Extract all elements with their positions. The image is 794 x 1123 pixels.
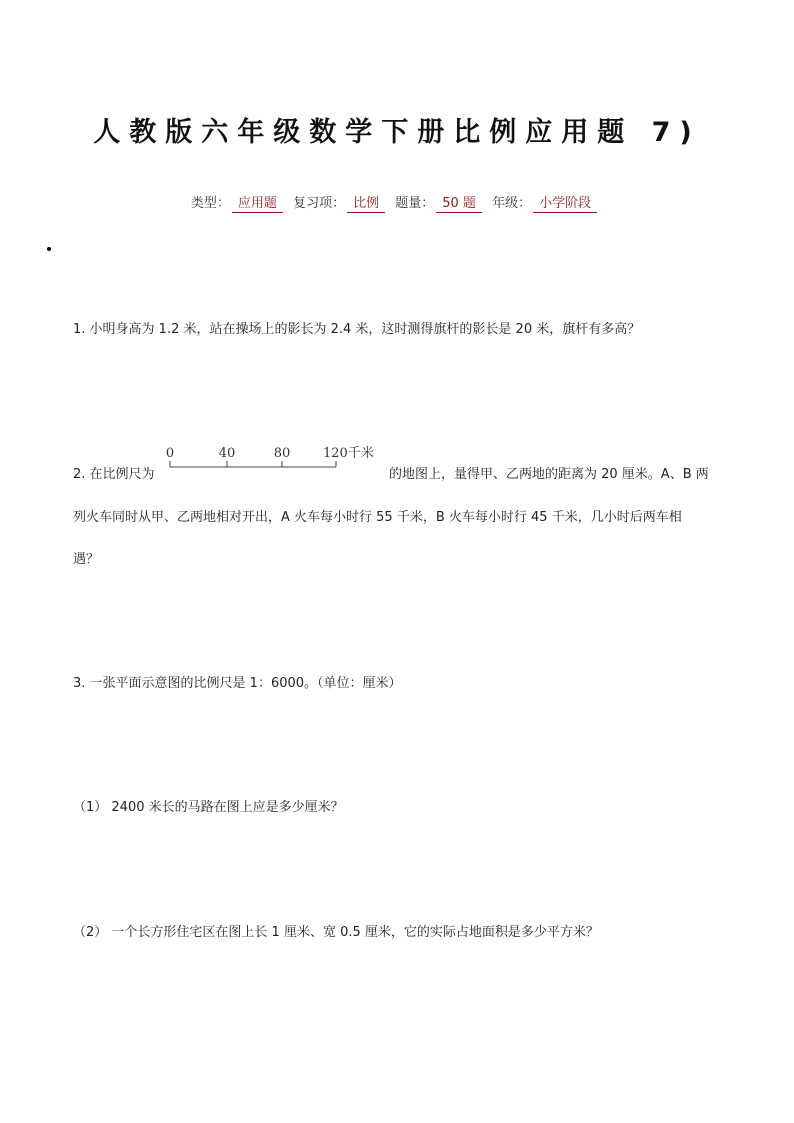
type-label: 类型： [190,196,230,211]
scale-label-120: 120千米 [323,446,374,461]
question-3: 3. 一张平面示意图的比例尺是 1：6000。（单位：厘米） [73,676,402,691]
scale-bar [160,442,385,482]
question-2-continued: 的地图上，量得甲、乙两地的距离为 20 厘米。A、B 两 [389,467,709,482]
review-value: 比例 [347,196,385,213]
question-2-line-2: 列火车同时从甲、乙两地相对开出，A 火车每小时行 55 千米，B 火车每小时行 45 千米，几小时后两车相 [73,510,682,525]
count-label: 题量： [395,196,435,211]
question-3-part-1: （1） 2400 米长的马路在图上应是多少厘米？ [73,800,344,815]
grade-value: 小学阶段 [533,196,597,213]
meta-info [0,192,794,213]
question-2-start: 2. 在比例尺为 [73,467,155,482]
type-value: 应用题 [232,196,283,213]
scale-label-80: 80 [273,446,291,461]
scale-label-0: 0 [165,446,175,461]
page-title: 人教版六年级数学下册比例应用题 7) [93,117,701,148]
question-2-line-3: 遇？ [73,552,100,567]
review-label: 复习项： [293,196,346,211]
count-value: 50 题 [436,196,482,213]
bullet-dot [47,247,51,251]
question-3-part-2: （2） 一个长方形住宅区在图上长 1 厘米、宽 0.5 厘米，它的实际占地面积是多少平方米？ [73,925,599,940]
scale-label-40: 40 [218,446,236,461]
grade-label: 年级： [492,196,532,211]
question-1: 1. 小明身高为 1.2 米，站在操场上的影长为 2.4 米，这时测得旗杆的影长是 20 米，旗杆有多高？ [73,322,641,337]
